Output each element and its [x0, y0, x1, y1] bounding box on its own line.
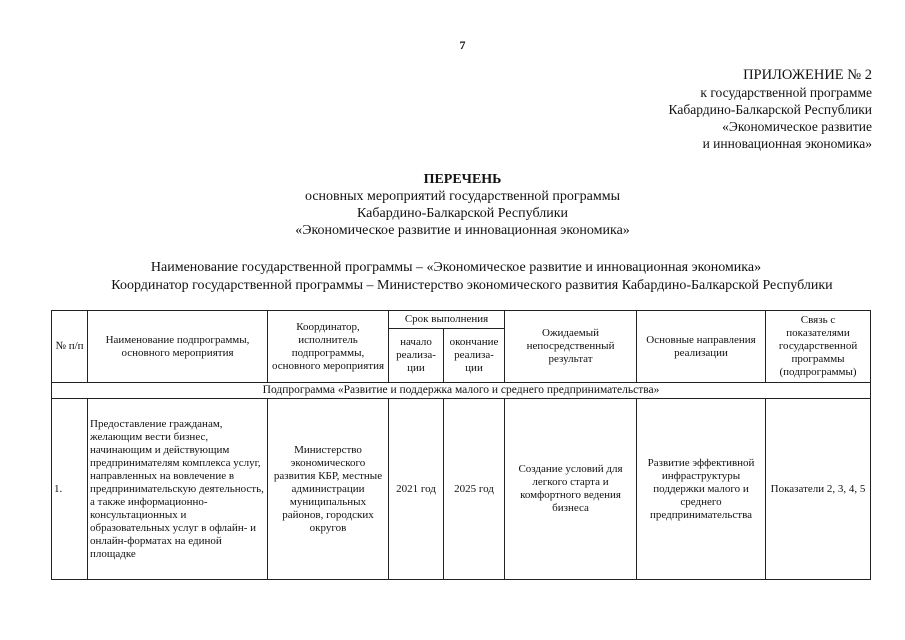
row-link: Показатели 2, 3, 4, 5 [766, 399, 871, 580]
measures-table [51, 310, 871, 580]
subprogram-title: Подпрограмма «Развитие и поддержка малого и среднего предпринимательства» [52, 383, 871, 399]
appendix-title: ПРИЛОЖЕНИЕ № 2 [743, 67, 872, 83]
document-heading [0, 171, 905, 239]
header-name: Наименование подпрограммы, основного мероприятия [88, 311, 268, 383]
row-directions: Развитие эффективной инфраструктуры поддержки малого и среднего предпринимательства [637, 399, 766, 580]
header-coordinator: Координатор, исполнитель подпрограммы, основного мероприятия [268, 311, 389, 383]
appendix-line: «Экономическое развитие [722, 119, 872, 134]
header-start: начало реализа-ции [389, 329, 444, 383]
subprogram-row [52, 383, 871, 399]
appendix-line: и инновационная экономика» [702, 136, 872, 151]
header-result: Ожидаемый непосредственный результат [505, 311, 637, 383]
program-coordinator-line: Координатор государственной программы – Министерство экономического развития Кабардино-Балкарской Республики [111, 278, 833, 293]
header-term: Срок выполнения [389, 311, 505, 329]
row-end: 2025 год [444, 399, 505, 580]
row-start: 2021 год [389, 399, 444, 580]
appendix-line: к государственной программе [700, 85, 872, 100]
row-name: Предоставление гражданам, желающим вести бизнес, начинающим и действующим предпринимателям комплекса услуг, направленных на вовлечение в предпринимательскую деятельность, а также информационно-консультационных и образовательных услуг в офлайн- и онлайн-форматах на единой площадке [88, 399, 268, 580]
row-coordinator: Министерство экономического развития КБР, местные администрации муниципальных районов, городских округов [268, 399, 389, 580]
appendix-block [669, 67, 872, 152]
header-end: окончание реализа-ции [444, 329, 505, 383]
appendix-line: Кабардино-Балкарской Республики [668, 102, 872, 117]
heading-line: «Экономическое развитие и инновационная экономика» [295, 223, 630, 238]
header-num: № п/п [52, 311, 88, 383]
table-row [52, 399, 871, 580]
table-header-row [52, 311, 871, 329]
header-link: Связь с показателями государственной программы (подпрограммы) [766, 311, 871, 383]
heading-line: Кабардино-Балкарской Республики [357, 206, 568, 221]
row-result: Создание условий для легкого старта и комфортного ведения бизнеса [505, 399, 637, 580]
program-name-line: Наименование государственной программы – «Экономическое развитие и инновационная экономика» [150, 260, 762, 275]
document-title: ПЕРЕЧЕНЬ [423, 172, 502, 187]
row-num: 1. [52, 399, 88, 580]
page-number: 7 [459, 38, 466, 52]
header-directions: Основные направления реализации [637, 311, 766, 383]
heading-line: основных мероприятий государственной программы [304, 189, 620, 204]
